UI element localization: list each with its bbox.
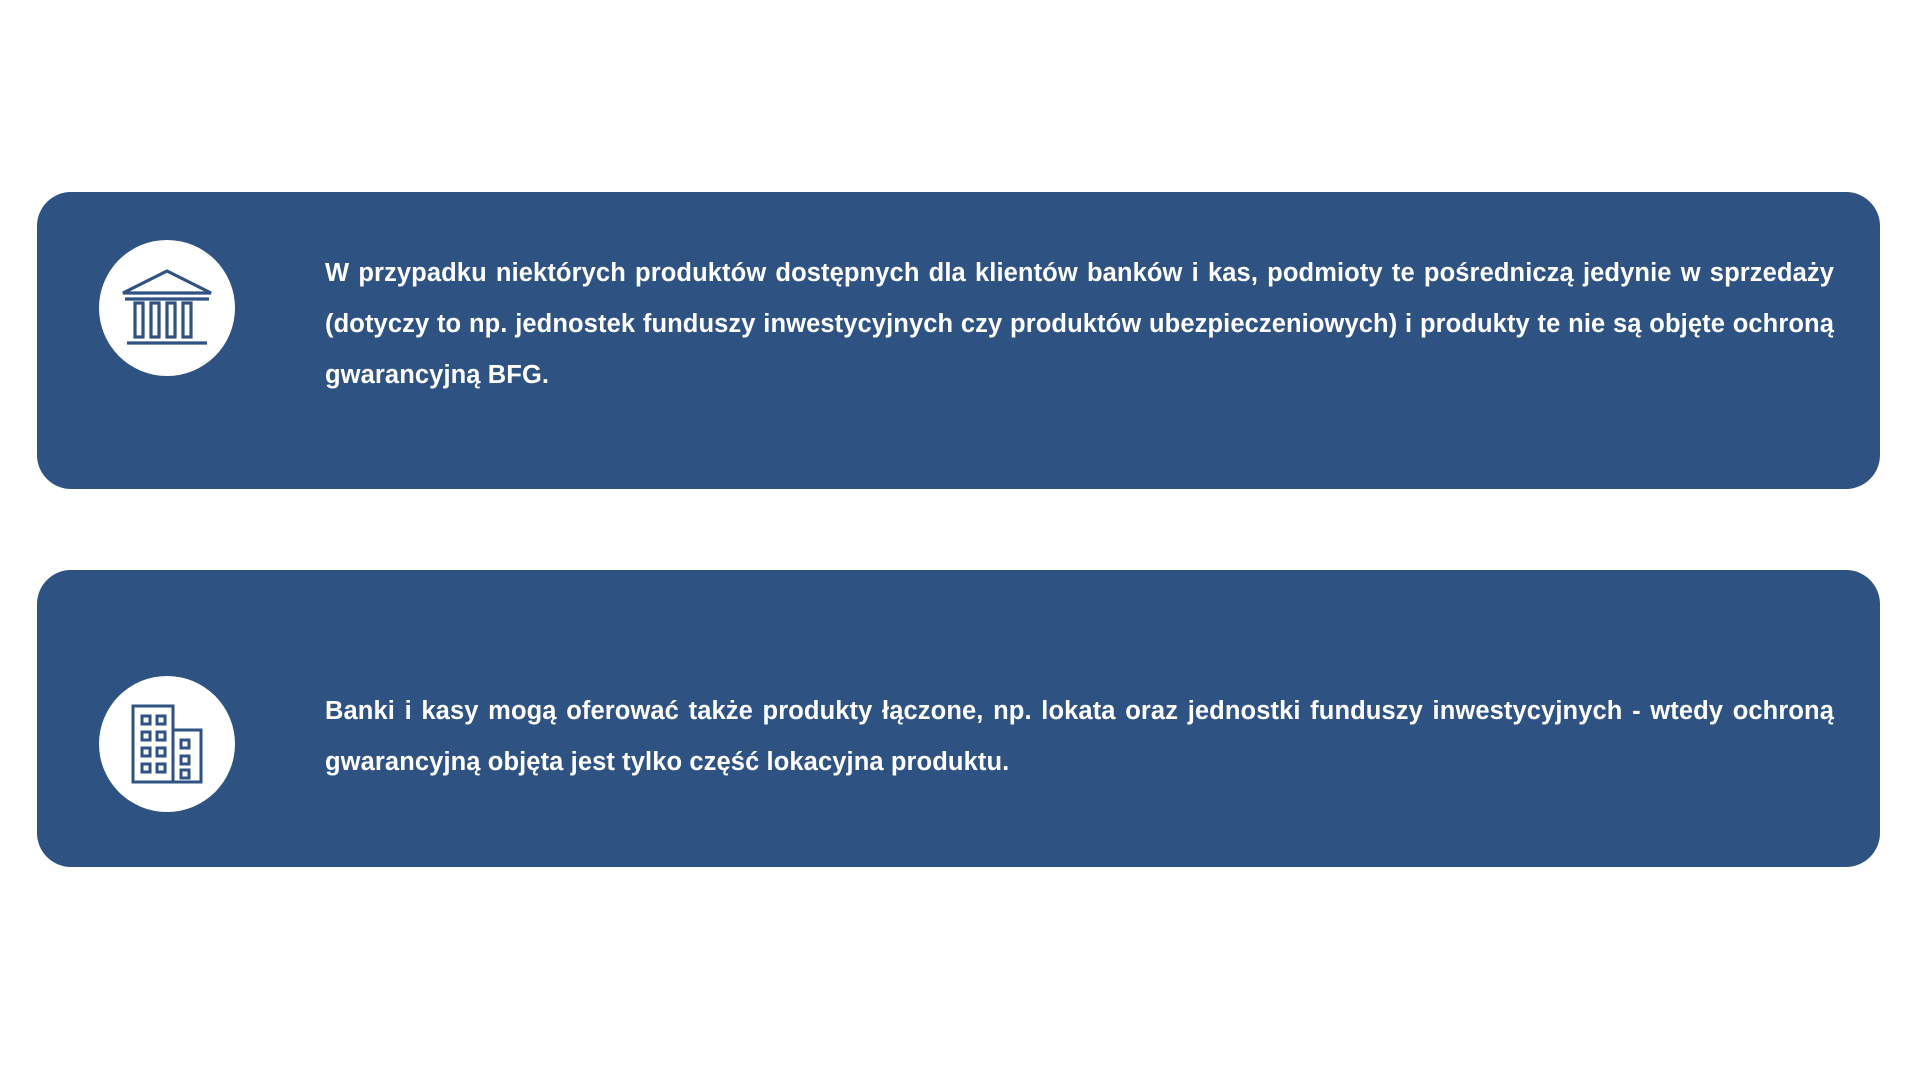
- info-card-1-text: W przypadku niektórych produktów dostępnych dla klientów banków i kas, podmioty te pośredniczą jedynie w sprzedaży (dotyczy to np. jednostek funduszy inwestycyjnych czy produktów ubezpieczeniowych) i produkty te nie są objęte ochroną gwarancyjną BFG.: [325, 259, 1834, 389]
- bank-building-icon: [99, 240, 235, 376]
- office-building-icon: [99, 676, 235, 812]
- info-card-2-text: Banki i kasy mogą oferować także produkty łączone, np. lokata oraz jednostki funduszy inwestycyjnych - wtedy ochroną gwarancyjną objęta jest tylko część lokacyjna produktu.: [325, 697, 1834, 776]
- info-card-1: [37, 192, 1880, 489]
- info-card-2: [37, 570, 1880, 867]
